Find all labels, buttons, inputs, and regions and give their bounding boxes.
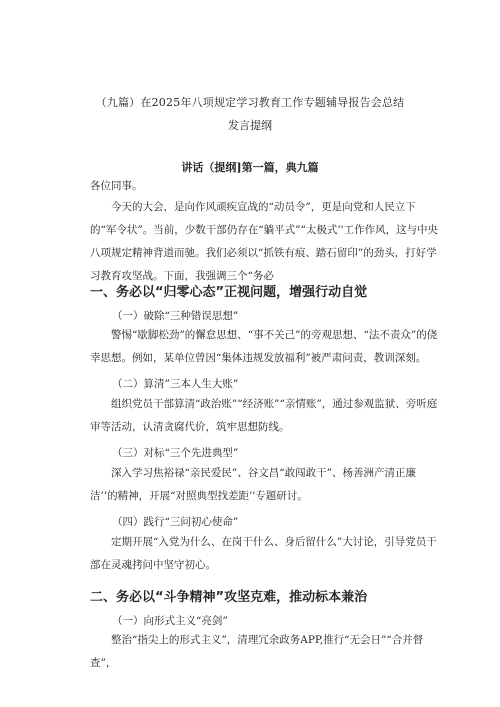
section-2-sub-1: （一）向形式主义“亮剑”	[112, 615, 228, 627]
section-1-para-2: 组织党员干部算清“政治账”“经济账”“亲情账”，通过参观监狱、旁听庭审等活动，认清贪腐代价，筑牢思想防线。	[90, 398, 438, 433]
section-1-para-4: 定期开展“入党为什么、在岗干什么、身后留什么”大讨论，引导党员干部在灵魂拷问中坚守初心。	[90, 536, 437, 571]
doc-title-line1: （九篇）在2025年八项规定学习教育工作专题辅导报告会总结	[95, 96, 405, 109]
section-1-sub-2: （二）算清”三本人生大账”	[112, 378, 239, 390]
section-1-para-1: 警惕“歇脚松劲”的懈怠思想、“事不关己”的旁观思想、“法不责众”的侥幸思想。例如，某单位曾因“集体违规发放福利”被严肃问责，教训深刻。	[90, 329, 438, 364]
section-1-sub-1: （一）破除“三种错误思想”	[112, 310, 239, 322]
doc-subtitle: 讲话（提纲]第一篇，典九篇	[181, 161, 319, 174]
section-1-sub-3: （三）对标“三个先进典型”	[112, 447, 239, 459]
section-2-para-1: 整治“指尖上的形式主义”，清理冗余政务APP,推行“无会日”“合并督查”，	[90, 634, 424, 669]
section-1-sub-4: （四）践行“三问初心使命”	[112, 516, 239, 528]
section-1-para-3: 深入学习焦裕禄“亲民爱民”、谷文昌“敢闯敢干”、杨善洲产清正廉洁’’的精神，开展“对照典型找差距’'专题研讨。	[90, 467, 416, 502]
section-1-heading: 一、务必以“归零心态”正视问题，增强行动自觉	[90, 285, 368, 300]
section-2-heading: 二、务必以“斗争精神”攻坚克难，推动标本兼治	[90, 590, 368, 605]
intro-paragraph: 今天的大会，是向作风顽疾宣战的“动员令”，更是向党和人民立下的“军令状”。当前，少数干部仍存在“躺平式”“太极式’'工作作风，这与中央八项规定精神背道而驰。我们必须以“抓铁有痕、踏石留印”的劲头，打好学习教育攻坚战。下面，我强调三个“务必	[90, 201, 439, 282]
doc-title-line2: 发言提纲	[228, 119, 272, 132]
greeting: 各位同事。	[90, 180, 143, 192]
